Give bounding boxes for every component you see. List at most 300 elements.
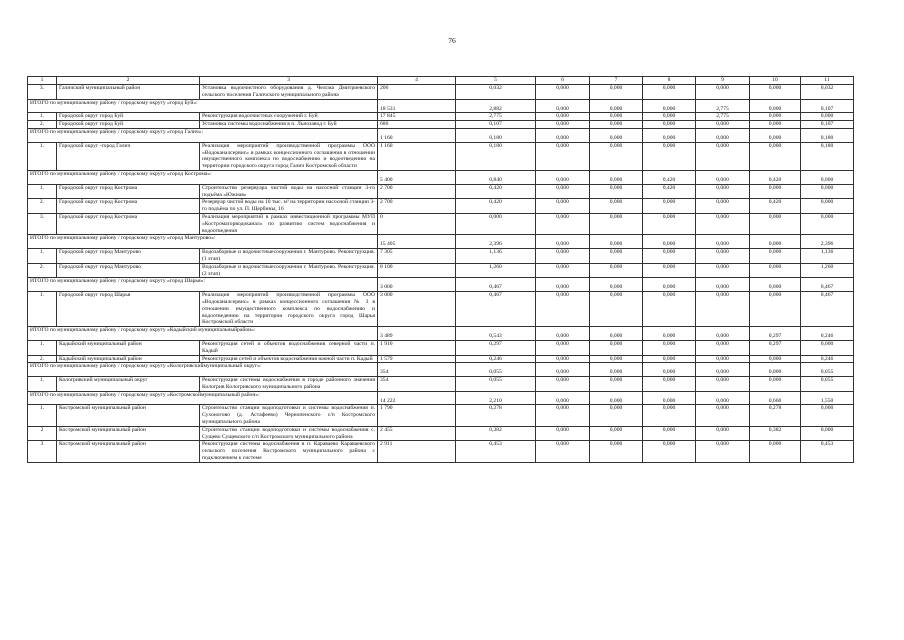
row-value: 0,000 (750, 85, 801, 100)
subtotal-value-text: 0,000 (609, 333, 623, 340)
row-value: 354 (378, 377, 456, 392)
subtotal-value-text: 0,055 (820, 369, 834, 376)
row-value: 0,000 (696, 249, 750, 264)
row-value: 0,000 (696, 426, 750, 441)
subtotal-value-text: 0,000 (820, 176, 834, 183)
subtotal-value-text: 0,000 (609, 241, 623, 248)
row-value: 0,000 (643, 377, 696, 392)
row-value: 0,000 (643, 426, 696, 441)
row-value: 0,000 (696, 292, 750, 327)
project-description: Реконструкция сетей и объектов водоснабжения северной части п. Кадый (200, 340, 378, 355)
row-value: 0,278 (456, 405, 536, 426)
subtotal-value-text: 0,000 (662, 397, 676, 404)
subtotal-value-text: 0,543 (489, 333, 502, 340)
subtotal-value (643, 128, 696, 142)
row-value: 0,000 (590, 249, 643, 264)
column-number: 4 (378, 77, 456, 85)
subtotal-value-text: 0,000 (556, 176, 569, 183)
row-value: 0,278 (750, 405, 801, 426)
municipality-name: Городской округ город Буй (57, 121, 200, 129)
table-row (28, 199, 854, 214)
row-value: 0,032 (456, 85, 536, 100)
subtotal-label: ИТОГО по муниципальному району / городскому округу «город Кострома»: (28, 170, 378, 184)
row-value: 0,000 (696, 263, 750, 278)
subtotal-value-text: 0,000 (768, 241, 782, 248)
row-value: 0,382 (456, 426, 536, 441)
municipality-name: Городской округ город Шарья (57, 292, 200, 327)
subtotal-value-text: 0,467 (489, 284, 502, 291)
subtotal-value-text: 0,000 (556, 134, 569, 141)
row-value: 0,000 (750, 441, 801, 462)
row-value: 0,467 (456, 292, 536, 327)
row-value: 686 (378, 121, 456, 129)
row-value: 0,032 (801, 85, 854, 100)
row-value: 0,000 (643, 249, 696, 264)
row-value: 0,180 (801, 142, 854, 170)
municipality-name: Кологривский муниципальный округ (57, 377, 200, 392)
row-value: 0,000 (801, 340, 854, 355)
subtotal-value (456, 391, 536, 405)
row-value: 0,055 (801, 377, 854, 392)
subtotal-value (801, 391, 854, 405)
subtotal-value-text: 2,775 (716, 105, 729, 112)
column-number: 6 (536, 77, 590, 85)
subtotal-value-text: 0,246 (820, 333, 834, 340)
row-value: 0,420 (456, 184, 536, 199)
row-number: 2 (28, 426, 57, 441)
subtotal-value-text: 5 400 (380, 176, 393, 183)
row-value: 7 305 (378, 249, 456, 264)
subtotal-value (801, 235, 854, 249)
subtotal-value (378, 278, 456, 292)
subtotal-value (696, 128, 750, 142)
row-value: 0,000 (696, 441, 750, 462)
municipality-name: Городской округ город Кострома (57, 184, 200, 199)
subtotal-value (750, 391, 801, 405)
row-value: 0,000 (696, 340, 750, 355)
row-value: 1 790 (378, 405, 456, 426)
row-value: 0,000 (643, 355, 696, 363)
table-row (28, 405, 854, 426)
subtotal-value (590, 235, 643, 249)
row-value: 0,000 (536, 121, 590, 129)
subtotal-value-text: 0,297 (768, 333, 782, 340)
row-value: 2 700 (378, 184, 456, 199)
row-value: 0,420 (643, 184, 696, 199)
subtotal-value (378, 235, 456, 249)
subtotal-value (590, 363, 643, 377)
subtotal-row (28, 363, 854, 377)
project-description: Установка водоочистного оборудования д. Челсма Дмитриевского сельского поселения Галичского муниципального района (200, 85, 378, 100)
subtotal-value (696, 170, 750, 184)
subtotal-value-text: 0,660 (768, 397, 782, 404)
row-number: 1. (28, 292, 57, 327)
column-number: 1 (28, 77, 57, 85)
subtotal-value (750, 128, 801, 142)
subtotal-row (28, 128, 854, 142)
subtotal-value (378, 128, 456, 142)
project-description: Реализация мероприятий производственной программы ООО «Водоканалсервис» в рамках концессионного соглашения в отношении имущественного комплекса по водоснабжению и водоотведению на территории городского округа город Галич Костромской области (200, 142, 378, 170)
project-description: Реконструкция водоочистных сооружений г. Буй (200, 113, 378, 121)
municipality-name: Костромской муниципальный район (57, 441, 200, 462)
subtotal-value (643, 363, 696, 377)
subtotal-value-text: 0,000 (609, 369, 623, 376)
row-value: 0,000 (750, 249, 801, 264)
subtotal-value (643, 99, 696, 113)
project-description: Реализация мероприятий в рамках инвестиционной программы МУП «Костромагорводоканал» по развитию систем водоснабжения и водоотведения (200, 213, 378, 234)
column-number: 5 (456, 77, 536, 85)
subtotal-value (456, 170, 536, 184)
subtotal-value (750, 278, 801, 292)
municipality-name: Городской округ -город Галич (57, 142, 200, 170)
subtotal-value-text: 0,000 (768, 369, 782, 376)
subtotal-value (536, 99, 590, 113)
subtotal-row (28, 170, 854, 184)
row-value: 0,107 (801, 121, 854, 129)
row-value: 0,000 (696, 377, 750, 392)
subtotal-value-text: 0,000 (609, 284, 623, 291)
row-value: 0,000 (696, 142, 750, 170)
row-value: 0,420 (750, 199, 801, 214)
subtotal-value-text: 1 160 (380, 134, 393, 141)
project-description: Водозаборные и водочистныесооружения г. Мантурово. Реконструкция. (2 этап) (200, 263, 378, 278)
row-value: 0,000 (643, 263, 696, 278)
subtotal-value (536, 391, 590, 405)
row-value: 0,246 (801, 355, 854, 363)
row-value: 0,382 (750, 426, 801, 441)
subtotal-value (536, 170, 590, 184)
table-row (28, 441, 854, 462)
row-value: 1,136 (456, 249, 536, 264)
row-value: 0,000 (536, 340, 590, 355)
table-row (28, 142, 854, 170)
subtotal-value-text: 0,000 (609, 176, 623, 183)
row-value: 0 (378, 213, 456, 234)
row-value: 2 455 (378, 426, 456, 441)
subtotal-value-text: 0,180 (820, 134, 834, 141)
row-value: 17 845 (378, 113, 456, 121)
row-number: 2. (28, 121, 57, 129)
subtotal-value-text: 0,000 (662, 333, 676, 340)
row-value: 0,000 (590, 426, 643, 441)
row-value: 0,000 (536, 441, 590, 462)
subtotal-value (750, 170, 801, 184)
subtotal-value-text: 354 (380, 369, 389, 376)
column-number: 2 (57, 77, 200, 85)
subtotal-value (536, 363, 590, 377)
row-number: 3. (28, 213, 57, 234)
column-number: 3 (200, 77, 378, 85)
subtotal-value (696, 235, 750, 249)
subtotal-value (536, 128, 590, 142)
subtotal-value-text: 0,000 (716, 176, 729, 183)
subtotal-value-text: 0,000 (556, 105, 569, 112)
subtotal-label: ИТОГО по муниципальному району / городскому округу «город Галич»: (28, 128, 378, 142)
row-value: 1,260 (456, 263, 536, 278)
subtotal-value (590, 128, 643, 142)
page-number: 76 (448, 36, 456, 45)
table-row (28, 113, 854, 121)
row-value: 3 000 (378, 292, 456, 327)
row-value: 0,297 (750, 340, 801, 355)
row-value: 0,055 (456, 377, 536, 392)
municipality-name: Кадыйский муниципальный район (57, 340, 200, 355)
subtotal-value-text: 0,000 (716, 284, 729, 291)
subtotal-value (378, 391, 456, 405)
row-number: 1. (28, 405, 57, 426)
municipality-name: Галичский муниципальный район (57, 85, 200, 100)
subtotal-value-text: 18 531 (380, 105, 396, 112)
subtotal-value (696, 391, 750, 405)
row-value: 0,000 (536, 377, 590, 392)
subtotal-label: ИТОГО по муниципальному району / городскому округу «Костромскоймуниципальный район»: (28, 391, 378, 405)
row-value: 0,000 (536, 85, 590, 100)
row-value: 0,107 (456, 121, 536, 129)
subtotal-value-text: 0,000 (556, 397, 569, 404)
row-value: 0,297 (456, 340, 536, 355)
subtotal-value (378, 170, 456, 184)
municipality-name: Городской округ город Мантурово (57, 263, 200, 278)
project-description: Реконструкция системы водоснабжения в п. Караваево Караваевского сельского поселения Костромского муниципального района с подключением к системе (200, 441, 378, 462)
row-value: 2 700 (378, 199, 456, 214)
subtotal-value-text: 0,000 (716, 369, 729, 376)
header-row (28, 77, 854, 85)
row-value: 0,000 (536, 355, 590, 363)
municipality-name: Городской округ город Буй (57, 113, 200, 121)
row-value: 0,000 (643, 405, 696, 426)
column-number: 9 (696, 77, 750, 85)
row-value: 0,467 (801, 292, 854, 327)
subtotal-value-text: 0,000 (556, 369, 569, 376)
subtotal-value-text: 3 489 (380, 333, 393, 340)
row-value: 0,000 (643, 113, 696, 121)
subtotal-value-text: 0,000 (609, 105, 623, 112)
row-value: 0,000 (536, 199, 590, 214)
row-value: 0,000 (696, 85, 750, 100)
subtotal-value (590, 278, 643, 292)
row-value: 0,000 (643, 121, 696, 129)
row-number: 1. (28, 113, 57, 121)
subtotal-value-text: 0,000 (556, 284, 569, 291)
row-value: 0,000 (590, 113, 643, 121)
subtotal-value-text: 0,000 (556, 333, 569, 340)
subtotal-label: ИТОГО по муниципальному району / городскому округу «город Буй»: (28, 99, 378, 113)
table-row (28, 213, 854, 234)
subtotal-value (643, 235, 696, 249)
project-description: Реализация мероприятий производственной программы ООО «Водоканалсервис» в рамках концессионного соглашения № 3 в отношении имущественного комплекса по водоснабжению и водоотведению на территории городского округа город Шарья Костромской области (200, 292, 378, 327)
row-value: 0,000 (801, 213, 854, 234)
municipality-name: Городской округ город Кострома (57, 199, 200, 214)
table-row (28, 263, 854, 278)
column-number: 11 (801, 77, 854, 85)
municipality-name: Кадыйский муниципальный район (57, 355, 200, 363)
row-value: 0,000 (590, 355, 643, 363)
row-number: 2. (28, 355, 57, 363)
row-value: 0,000 (750, 121, 801, 129)
subtotal-value (750, 327, 801, 341)
row-value: 0,000 (750, 213, 801, 234)
project-description: Резервуар чистой воды на 10 тыс. м³ на территории насосной станции 3-го подъёма по ул. П. Щербины, 16 (200, 199, 378, 214)
subtotal-label: ИТОГО по муниципальному району / городскому округу «город Мантурово»: (28, 235, 378, 249)
subtotal-value-text: 0,180 (489, 134, 502, 141)
subtotal-value-text: 2,882 (489, 105, 502, 112)
subtotal-label: ИТОГО по муниципальному району / городскому округу «Кологривскиймуниципальный округ»: (28, 363, 378, 377)
subtotal-value-text: 0,000 (716, 241, 729, 248)
subtotal-value-text: 0,000 (716, 134, 729, 141)
municipality-name: Костромской муниципальный район (57, 426, 200, 441)
row-value: 0,453 (456, 441, 536, 462)
project-description: Реконструкция сетей и объектов водоснабжения южной части п. Кадый (200, 355, 378, 363)
column-number: 7 (590, 77, 643, 85)
subtotal-value (456, 128, 536, 142)
table-row (28, 426, 854, 441)
subtotal-value-text: 2,396 (820, 241, 834, 248)
row-value: 0,000 (696, 213, 750, 234)
subtotal-value-text: 0,000 (662, 134, 676, 141)
row-value: 0,000 (590, 405, 643, 426)
row-value: 0,000 (643, 441, 696, 462)
row-value: 1 160 (378, 142, 456, 170)
municipality-name: Городской округ город Кострома (57, 213, 200, 234)
row-number: 1. (28, 377, 57, 392)
table-row (28, 85, 854, 100)
subtotal-row (28, 235, 854, 249)
row-value: 0,420 (456, 199, 536, 214)
subtotal-row (28, 99, 854, 113)
table-body (28, 77, 854, 463)
row-value: 0,000 (801, 426, 854, 441)
row-number: 3 (28, 441, 57, 462)
row-value: 0,000 (590, 441, 643, 462)
project-description: Установка системы водоснабжения в п. Льнозавод г. Буй (200, 121, 378, 129)
project-description: Строительство резервуара чистой воды на насосной станции 3-го подъёма «Южная» (200, 184, 378, 199)
row-value: 2,775 (456, 113, 536, 121)
subtotal-value-text: 3 000 (380, 284, 393, 291)
subtotal-value (378, 99, 456, 113)
subtotal-value (536, 235, 590, 249)
row-value: 1 910 (378, 340, 456, 355)
row-value: 2 911 (378, 441, 456, 462)
subtotal-value (643, 278, 696, 292)
row-value: 1,260 (801, 263, 854, 278)
row-number: 1. (28, 184, 57, 199)
row-value: 1 579 (378, 355, 456, 363)
row-value: 0,000 (536, 142, 590, 170)
row-value: 0,000 (750, 292, 801, 327)
subtotal-value (643, 391, 696, 405)
row-value: 0,000 (643, 142, 696, 170)
subtotal-value-text: 2,210 (489, 397, 502, 404)
subtotal-value (456, 235, 536, 249)
project-description: Строительство станции водоподготовки и системы водоснабжения с. Сущево Сущевского с/п Костромского муниципального района (200, 426, 378, 441)
municipality-name: Городской округ город Мантурово (57, 249, 200, 264)
table-row (28, 249, 854, 264)
row-value: 0,000 (801, 199, 854, 214)
project-description: Реконструкция системы водоснабжения в городе районного значения Кологрив Кологривского муниципального района (200, 377, 378, 392)
subtotal-value-text: 0,000 (662, 284, 676, 291)
row-value: 0,000 (643, 213, 696, 234)
row-value: 0,000 (801, 113, 854, 121)
subtotal-value-text: 0,000 (662, 369, 676, 376)
row-number: 1. (28, 249, 57, 264)
row-value: 0,000 (590, 292, 643, 327)
row-value: 0,000 (643, 85, 696, 100)
subtotal-value-text: 0,840 (489, 176, 502, 183)
subtotal-value (456, 99, 536, 113)
subtotal-value (696, 327, 750, 341)
row-value: 0,000 (590, 184, 643, 199)
subtotal-value (590, 99, 643, 113)
subtotal-row (28, 327, 854, 341)
subtotal-value-text: 14 222 (380, 397, 396, 404)
subtotal-value (696, 363, 750, 377)
subtotal-value (378, 327, 456, 341)
subtotal-label: ИТОГО по муниципальному району / городскому округу «город Шарья»: (28, 278, 378, 292)
subtotal-value (456, 278, 536, 292)
row-value: 0,000 (696, 184, 750, 199)
row-value: 0,000 (750, 263, 801, 278)
row-value: 0,000 (696, 405, 750, 426)
row-value: 0,000 (801, 405, 854, 426)
subtotal-value (801, 99, 854, 113)
subtotal-value (456, 363, 536, 377)
row-value: 0,000 (536, 426, 590, 441)
row-value: 0,000 (590, 142, 643, 170)
row-value: 0,180 (456, 142, 536, 170)
subtotal-value-text: 0,000 (768, 134, 782, 141)
row-value: 0,000 (536, 184, 590, 199)
subtotal-value (801, 278, 854, 292)
table-row (28, 377, 854, 392)
row-value: 0,000 (536, 249, 590, 264)
row-value: 0,000 (536, 292, 590, 327)
subtotal-value (643, 170, 696, 184)
table-row (28, 340, 854, 355)
row-value: 0,000 (456, 213, 536, 234)
subtotal-value-text: 0,000 (662, 241, 676, 248)
column-number: 8 (643, 77, 696, 85)
row-number: 2. (28, 263, 57, 278)
row-value: 0,000 (536, 113, 590, 121)
subtotal-value (378, 363, 456, 377)
project-description: Водозаборные и водочистныесооружения г. Мантурово. Реконструкция. (1 этап) (200, 249, 378, 264)
row-value: 0,000 (643, 292, 696, 327)
row-value: 0,000 (801, 184, 854, 199)
row-value: 0,000 (536, 405, 590, 426)
row-value: 0,000 (536, 263, 590, 278)
row-value: 206 (378, 85, 456, 100)
subtotal-value (801, 363, 854, 377)
subtotal-value (801, 327, 854, 341)
subtotal-value-text: 0,000 (716, 333, 729, 340)
subtotal-value-text: 15 405 (380, 241, 396, 248)
subtotal-value-text: 0,055 (489, 369, 502, 376)
subtotal-value-text: 0,000 (768, 105, 782, 112)
row-value: 0,000 (750, 377, 801, 392)
subtotal-value (750, 363, 801, 377)
subtotal-value-text: 0,000 (556, 241, 569, 248)
row-number: 2. (28, 199, 57, 214)
table-row (28, 121, 854, 129)
row-value: 8 100 (378, 263, 456, 278)
subtotal-value-text: 2,396 (489, 241, 502, 248)
subtotal-value-text: 0,000 (716, 397, 729, 404)
row-value: 0,000 (750, 142, 801, 170)
subtotal-value-text: 0,107 (820, 105, 834, 112)
subtotal-value (801, 170, 854, 184)
row-value: 0,000 (750, 184, 801, 199)
investment-table (27, 76, 854, 463)
